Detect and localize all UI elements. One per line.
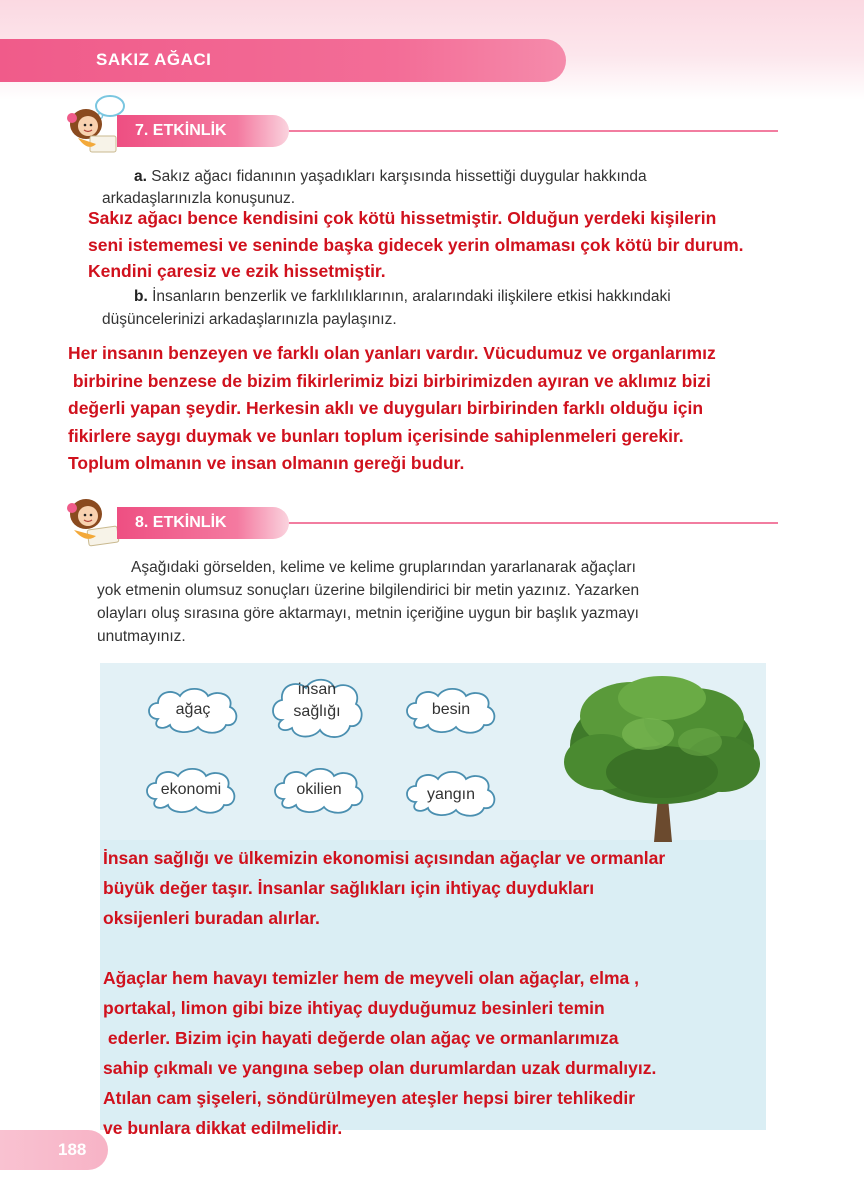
chapter-title: SAKIZ AĞACI <box>96 50 212 69</box>
question-b-line-1: İnsanların benzerlik ve farklılıklarının, aralarındaki ilişkilere etkisi hakkındaki <box>152 288 671 305</box>
question-b-label: b. <box>134 288 148 305</box>
answer-b <box>68 340 716 478</box>
activity-8-divider <box>270 522 778 524</box>
answer-a-line: Kendini çaresiz ve ezik hissetmiştir. <box>88 261 386 281</box>
word-cloud-insan-sagligi <box>268 676 366 742</box>
word-cloud-yangin <box>402 766 500 820</box>
instruction-line: Aşağıdaki görselden, kelime ve kelime gruplarından yararlanarak ağaçları <box>131 559 636 576</box>
answer-a-line: seni istememesi ve seninde başka gidecek yerin olmaması çok kötü bir durum. <box>88 234 744 255</box>
answer-b-line: Toplum olmanın ve insan olmanın gereği budur. <box>68 453 465 473</box>
answer-b-line: birbirine benzese de bizim fikirlerimiz bizi birbirimizden ayıran ve aklımız bizi <box>68 370 711 391</box>
answer-line: oksijenleri buradan alırlar. <box>103 908 320 928</box>
activity-7-title: 7. ETKİNLİK <box>135 122 227 139</box>
word-yangin: yangın <box>426 786 476 803</box>
answer-b-line: değerli yapan şeydir. Herkesin aklı ve duyguları birbirinden farklı olduğu için <box>68 398 704 418</box>
question-b-line-2: düşüncelerinizi arkadaşlarınızla paylaşınız. <box>102 311 397 328</box>
answer-line: büyük değer taşır. İnsanlar sağlıkları için ihtiyaç duydukları <box>103 878 595 898</box>
activity-7-header <box>117 115 289 147</box>
word-cloud-besin <box>402 683 500 737</box>
activity-8-title: 8. ETKİNLİK <box>135 514 227 531</box>
question-a-line-1: Sakız ağacı fidanının yaşadıkları karşısında hissettiği duygular hakkında <box>151 168 647 185</box>
word-insan: insan <box>297 681 337 698</box>
instruction-line: olayları oluş sırasına göre aktarmayı, metnin içeriğine uygun bir başlık yazmayı <box>97 605 639 622</box>
answer-line: İnsan sağlığı ve ülkemizin ekonomisi açısından ağaçlar ve ormanlar <box>103 848 666 868</box>
question-a-line-2: arkadaşlarınızla konuşunuz. <box>102 190 296 207</box>
activity-7-question-a <box>134 165 647 188</box>
answer-b-line: fikirlere saygı duymak ve bunları toplum içerisinde sahiplenmeleri gerekir. <box>68 425 684 446</box>
activity-8-instructions <box>97 556 639 648</box>
answer-a <box>88 205 744 285</box>
answer-line: sahip çıkmalı ve yangına sebep olan durumlardan uzak durmalıyız. <box>103 1058 657 1078</box>
question-a-label: a. <box>134 168 147 185</box>
answer-activity-8-paragraph-1 <box>103 843 665 933</box>
tree-illustration <box>562 676 762 847</box>
word-cloud-okilien <box>270 763 368 817</box>
activity-7-divider <box>270 130 778 132</box>
answer-a-line: Sakız ağacı bence kendisini çok kötü hissetmiştir. Olduğun yerdeki kişilerin <box>88 208 717 228</box>
word-ekonomi: ekonomi <box>160 781 222 798</box>
answer-line: ve bunlara dikkat edilmelidir. <box>103 1118 343 1138</box>
activity-7-question-b-cont <box>102 308 397 331</box>
answer-line: portakal, limon gibi bize ihtiyaç duyduğumuz besinleri temin <box>103 998 605 1018</box>
page-number: 188 <box>58 1140 87 1159</box>
answer-line: ederler. Bizim için hayati değerde olan ağaç ve ormanlarımıza <box>103 1028 619 1048</box>
word-agac: ağaç <box>175 701 211 718</box>
answer-line: Atılan cam şişeleri, söndürülmeyen ateşler hepsi birer tehlikedir <box>103 1088 636 1108</box>
answer-activity-8-paragraph-2 <box>103 963 656 1143</box>
word-sagligi: sağlığı <box>293 703 341 720</box>
answer-line: Ağaçlar hem havayı temizler hem de meyveli olan ağaçlar, elma , <box>103 968 639 988</box>
answer-b-line: Her insanın benzeyen ve farklı olan yanları vardır. Vücudumuz ve organlarımız <box>68 343 716 363</box>
activity-8-header <box>117 507 289 539</box>
page-number-tab <box>0 1130 108 1170</box>
instruction-line: yok etmenin olumsuz sonuçları üzerine bilgilendirici bir metin yazınız. Yazarken <box>97 582 640 599</box>
instruction-line: unutmayınız. <box>97 628 186 645</box>
word-cloud-agac <box>144 683 242 737</box>
chapter-title-bar <box>0 39 566 82</box>
activity-7-question-b <box>134 285 671 308</box>
word-okilien: okilien <box>296 781 342 798</box>
word-cloud-ekonomi <box>142 763 240 817</box>
word-besin: besin <box>431 701 471 718</box>
